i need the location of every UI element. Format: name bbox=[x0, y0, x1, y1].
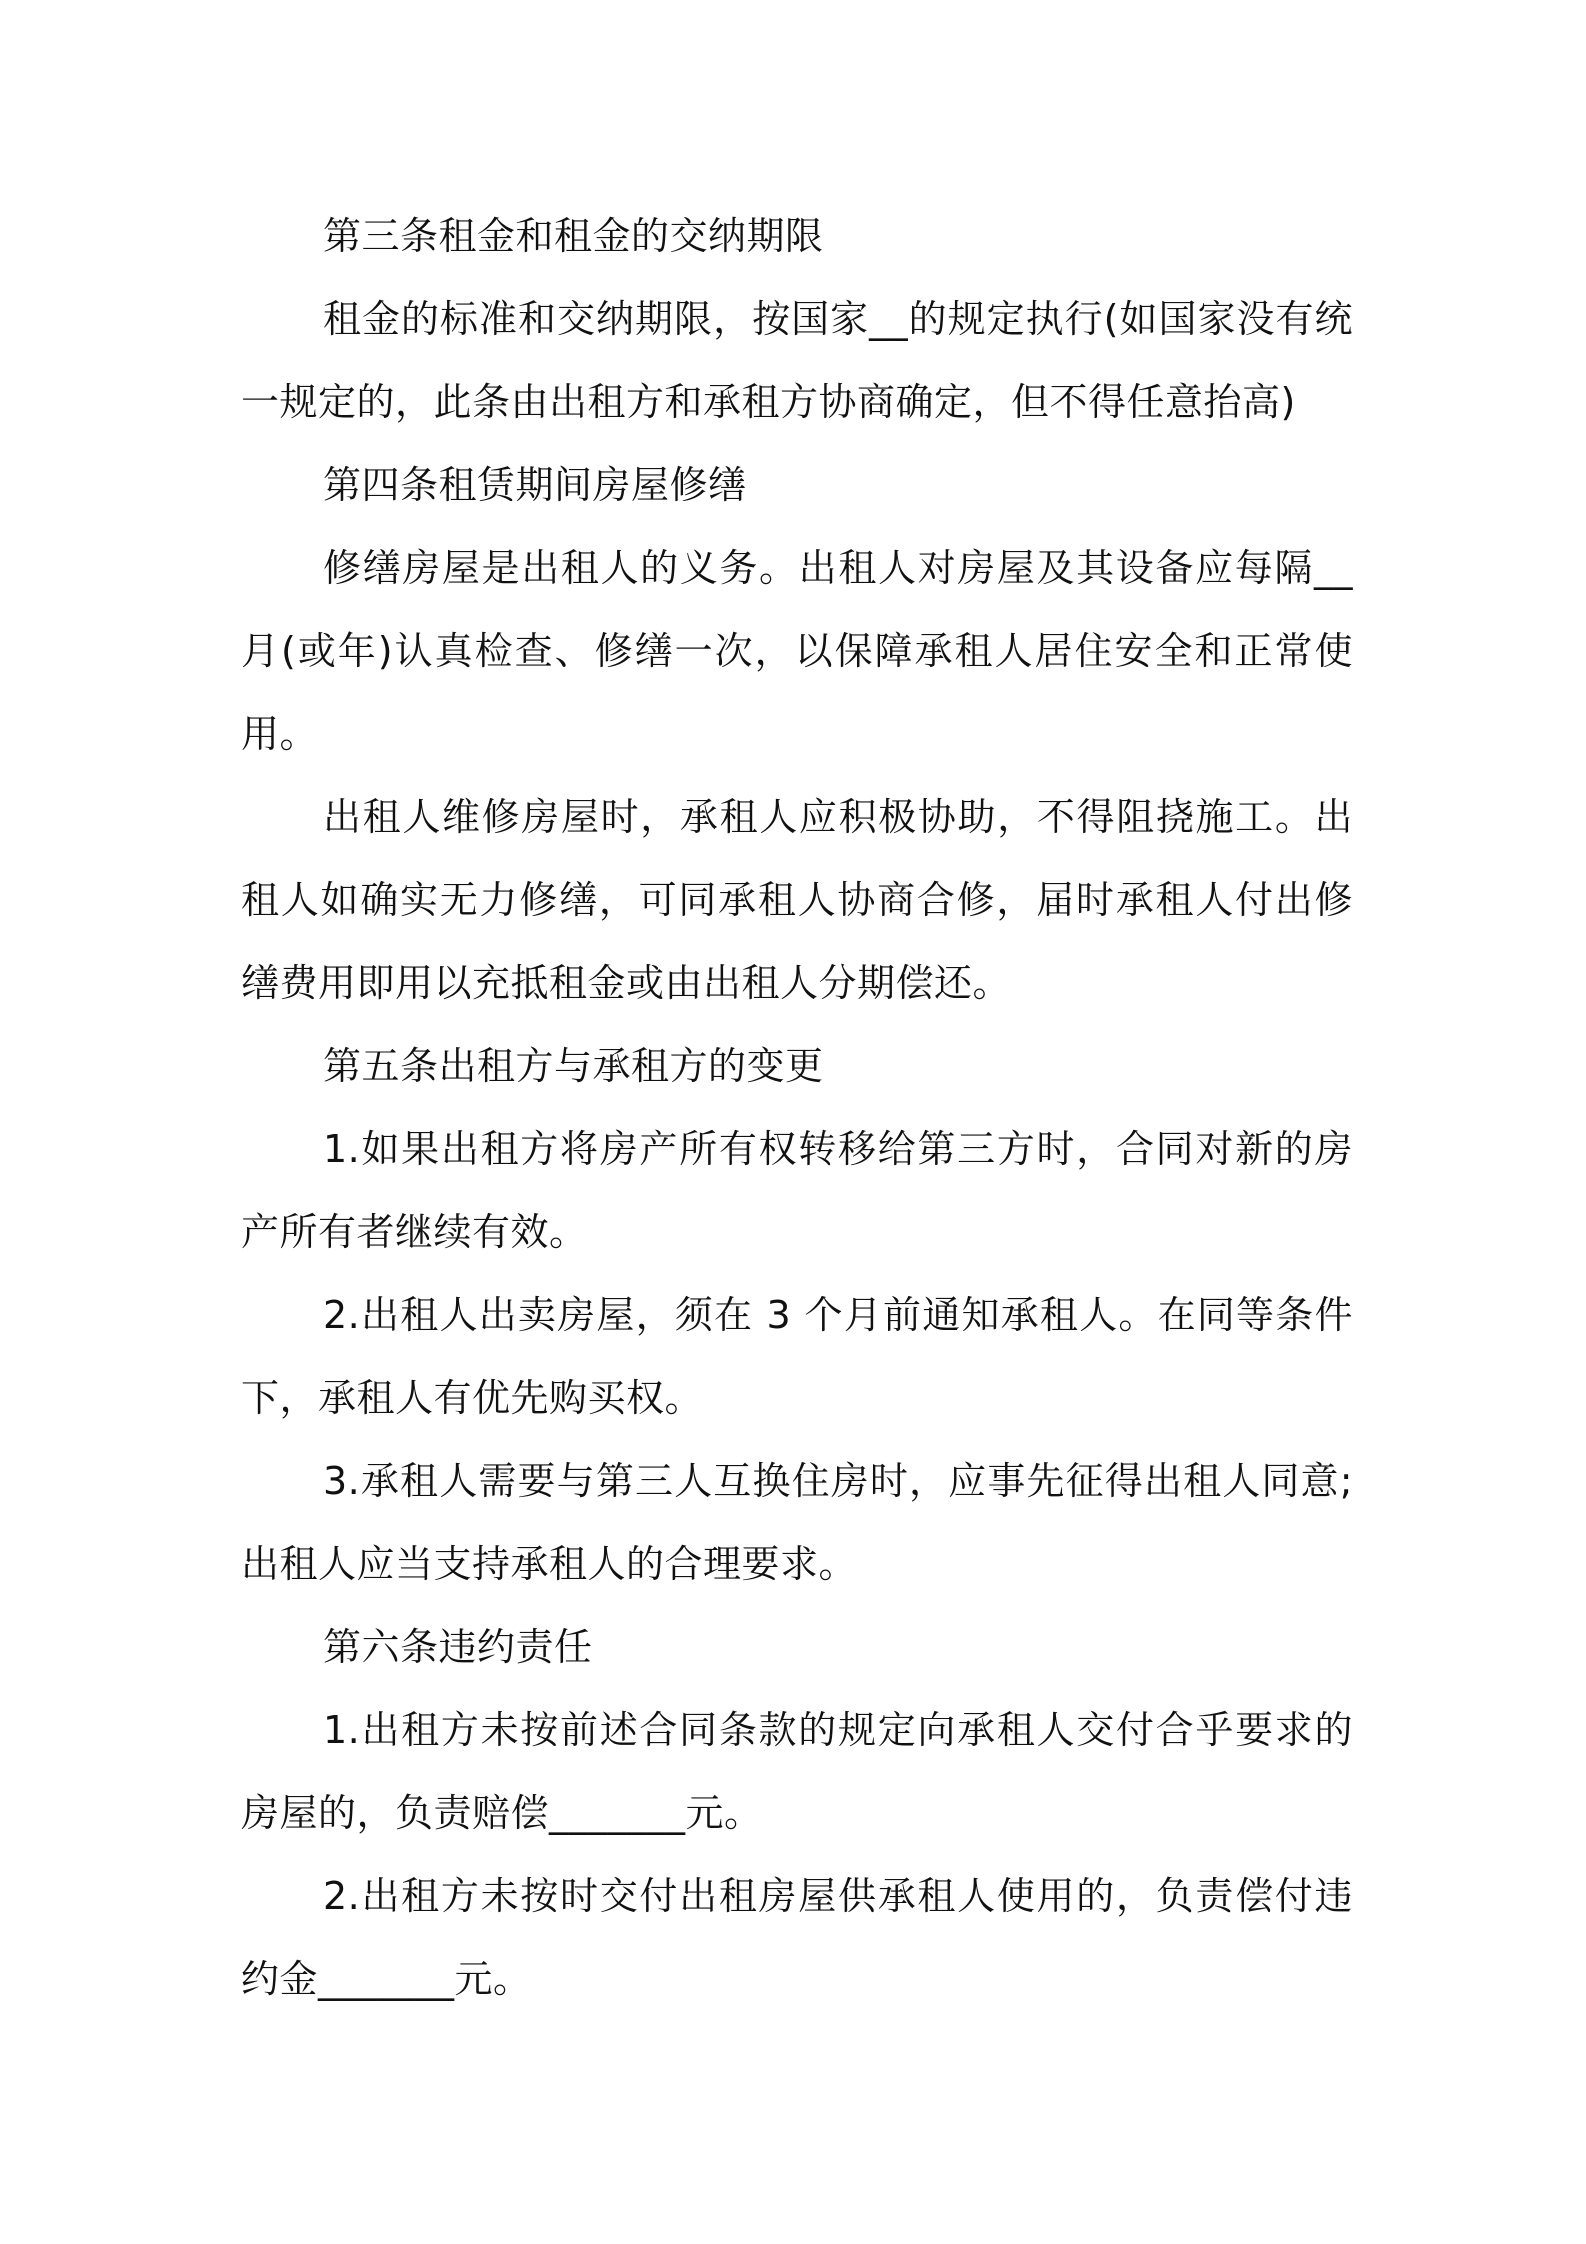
article-4-repair-cooperation-paragraph: 出租人维修房屋时，承租人应积极协助，不得阻挠施工。出租人如确实无力修缮，可同承租人协商合修，届时承租人付出修缮费用即用以充抵租金或由出租人分期偿还。 bbox=[241, 795, 1353, 1005]
article-6-item-1: 1.出租方未按前述合同条款的规定向承租人交付合乎要求的房屋的，负责赔偿_______元。 bbox=[241, 1708, 1353, 1835]
article-6-item-2: 2.出租方未按时交付出租房屋供承租人使用的，负责偿付违约金_______元。 bbox=[241, 1874, 1353, 2001]
article-3-heading: 第三条租金和租金的交纳期限 bbox=[323, 214, 824, 258]
article-6-heading: 第六条违约责任 bbox=[323, 1625, 593, 1669]
article-5-heading: 第五条出租方与承租方的变更 bbox=[323, 1044, 824, 1088]
article-3-rent-paragraph: 租金的标准和交纳期限，按国家__的规定执行(如国家没有统一规定的，此条由出租方和承租方协商确定，但不得任意抬高) bbox=[241, 297, 1353, 424]
article-5-item-3: 3.承租人需要与第三人互换住房时，应事先征得出租人同意;出租人应当支持承租人的合理要求。 bbox=[241, 1459, 1353, 1586]
document-body bbox=[241, 195, 1353, 2021]
article-5-item-1: 1.如果出租方将房产所有权转移给第三方时，合同对新的房产所有者继续有效。 bbox=[241, 1127, 1353, 1254]
article-4-heading: 第四条租赁期间房屋修缮 bbox=[323, 463, 747, 507]
article-4-repair-obligation-paragraph: 修缮房屋是出租人的义务。出租人对房屋及其设备应每隔__月(或年)认真检查、修缮一次，以保障承租人居住安全和正常使用。 bbox=[241, 546, 1353, 756]
article-5-item-2: 2.出租人出卖房屋，须在 3 个月前通知承租人。在同等条件下，承租人有优先购买权。 bbox=[241, 1293, 1353, 1420]
